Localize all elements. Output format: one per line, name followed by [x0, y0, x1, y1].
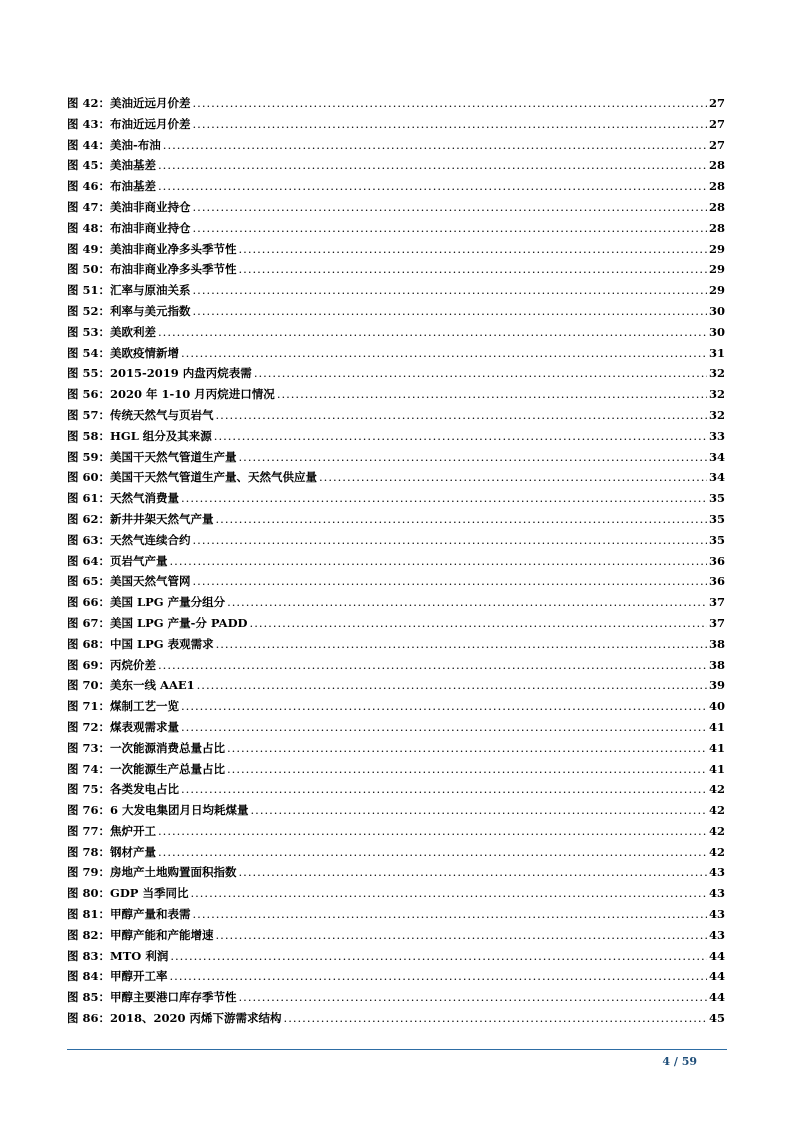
figure-label: 图 86：	[67, 1011, 111, 1026]
toc-entry[interactable]	[67, 844, 725, 865]
figure-page-number: 44	[708, 969, 725, 984]
figure-page-number: 36	[708, 553, 725, 568]
dot-leader	[250, 616, 707, 630]
figure-page-number: 32	[708, 387, 725, 402]
toc-entry[interactable]	[67, 719, 725, 740]
figure-page-number: 34	[708, 470, 725, 485]
dot-leader	[158, 325, 707, 339]
dot-leader	[193, 533, 707, 547]
figure-label: 图 43：	[67, 116, 111, 131]
figure-label: 图 62：	[67, 511, 111, 526]
figure-page-number: 37	[708, 595, 725, 610]
dot-leader	[158, 824, 707, 838]
dot-leader	[254, 366, 707, 380]
toc-entry[interactable]	[67, 802, 725, 823]
figure-label: 图 51：	[67, 283, 111, 298]
figure-label: 图 84：	[67, 969, 111, 984]
figure-page-number: 42	[708, 782, 725, 797]
toc-entry[interactable]	[67, 532, 725, 553]
figure-page-number: 35	[708, 511, 725, 526]
footer-divider	[67, 1049, 727, 1050]
figure-page-number: 35	[708, 532, 725, 547]
figure-label: 图 45：	[67, 158, 111, 173]
figure-label: 图 70：	[67, 678, 111, 693]
dot-leader	[227, 595, 707, 609]
figure-title: 房地产土地购置面积指数	[110, 865, 237, 880]
figure-title: 美东一线 AAE1	[110, 678, 195, 693]
figure-page-number: 36	[708, 574, 725, 589]
figure-title: 新井井架天然气产量	[110, 511, 214, 526]
dot-leader	[170, 969, 707, 983]
figure-title: 天然气连续合约	[110, 532, 191, 547]
figure-title: 6 大发电集团月日均耗煤量	[110, 803, 249, 818]
figure-label: 图 77：	[67, 823, 111, 838]
figure-title: 美油-布油	[110, 137, 161, 152]
figure-label: 图 75：	[67, 782, 111, 797]
figure-page-number: 32	[708, 407, 725, 422]
dot-leader	[181, 782, 707, 796]
toc-entry[interactable]	[67, 282, 725, 303]
toc-entry[interactable]	[67, 615, 725, 636]
dot-leader	[239, 242, 707, 256]
figure-label: 图 81：	[67, 907, 111, 922]
dot-leader	[181, 346, 707, 360]
toc-entry[interactable]	[67, 386, 725, 407]
figure-label: 图 60：	[67, 470, 111, 485]
figure-label: 图 76：	[67, 803, 111, 818]
figure-label: 图 69：	[67, 657, 111, 672]
toc-entry[interactable]	[67, 95, 725, 116]
dot-leader	[181, 491, 707, 505]
figure-title: 美国干天然气管道生产量	[110, 449, 237, 464]
toc-entry[interactable]	[67, 407, 725, 428]
toc-entry[interactable]	[67, 178, 725, 199]
figure-page-number: 30	[708, 303, 725, 318]
figure-label: 图 79：	[67, 865, 111, 880]
figure-page-number: 44	[708, 990, 725, 1005]
toc-entry[interactable]	[67, 199, 725, 220]
dot-leader	[170, 949, 707, 963]
dot-leader	[239, 990, 707, 1004]
figure-title: 甲醇产能和产能增速	[110, 927, 214, 942]
figure-title: 利率与美元指数	[110, 303, 191, 318]
figure-title: 2020 年 1-10 月丙烷进口情况	[110, 387, 275, 402]
figure-label: 图 48：	[67, 220, 111, 235]
figure-page-number: 44	[708, 948, 725, 963]
figure-label: 图 50：	[67, 262, 111, 277]
dot-leader	[181, 720, 707, 734]
figure-title: 汇率与原油关系	[110, 283, 191, 298]
toc-entry[interactable]	[67, 511, 725, 532]
figure-page-number: 42	[708, 803, 725, 818]
figure-page-number: 40	[708, 699, 725, 714]
dot-leader	[193, 117, 707, 131]
figure-title: 美国 LPG 产量分组分	[110, 595, 226, 610]
figure-title: HGL 组分及其来源	[110, 428, 212, 443]
figure-title: 美油近远月价差	[110, 96, 191, 110]
toc-entry[interactable]	[67, 594, 725, 615]
toc-entry[interactable]	[67, 927, 725, 948]
figure-label: 图 52：	[67, 303, 111, 318]
figure-label: 图 55：	[67, 366, 111, 381]
figure-page-number: 38	[708, 636, 725, 651]
figure-page-number: 27	[708, 96, 725, 110]
figure-page-number: 27	[708, 137, 725, 152]
figure-title: 美国干天然气管道生产量、天然气供应量	[110, 470, 318, 485]
toc-entry[interactable]	[67, 261, 725, 282]
toc-entry[interactable]	[67, 553, 725, 574]
figure-title: 美油基差	[110, 158, 157, 173]
toc-entry[interactable]	[67, 1010, 725, 1031]
toc-entry[interactable]	[67, 469, 725, 490]
figure-title: 天然气消费量	[110, 491, 180, 506]
figure-label: 图 42：	[67, 96, 111, 110]
dot-leader	[158, 158, 707, 172]
dot-leader	[216, 637, 707, 651]
toc-entry[interactable]	[67, 428, 725, 449]
dot-leader	[251, 803, 707, 817]
figure-page-number: 31	[708, 345, 725, 360]
figure-page-number: 29	[708, 262, 725, 277]
figure-label: 图 58：	[67, 428, 111, 443]
figure-page-number: 29	[708, 283, 725, 298]
figure-title: 甲醇主要港口库存季节性	[110, 990, 237, 1005]
toc-entry[interactable]	[67, 324, 725, 345]
figure-title: 2015-2019 内盘丙烷表需	[110, 366, 252, 381]
dot-leader	[170, 554, 707, 568]
dot-leader	[239, 262, 707, 276]
toc-entry[interactable]	[67, 365, 725, 386]
figure-page-number: 43	[708, 865, 725, 880]
figure-page-number: 43	[708, 927, 725, 942]
dot-leader	[193, 283, 707, 297]
figure-title: 钢材产量	[110, 844, 157, 859]
figure-label: 图 53：	[67, 324, 111, 339]
figure-label: 图 74：	[67, 761, 111, 776]
dot-leader	[158, 845, 707, 859]
dot-leader	[227, 762, 707, 776]
figure-title: 一次能源消费总量占比	[110, 740, 226, 755]
toc-entry[interactable]	[67, 740, 725, 761]
figure-label: 图 49：	[67, 241, 111, 256]
toc-entry[interactable]	[67, 968, 725, 989]
toc-entry[interactable]	[67, 906, 725, 927]
figure-label: 图 46：	[67, 179, 111, 194]
figure-title: GDP 当季同比	[110, 886, 189, 901]
figure-label: 图 83：	[67, 948, 111, 963]
figure-page-number: 43	[708, 907, 725, 922]
figure-title: 中国 LPG 表观需求	[110, 636, 214, 651]
toc-entry[interactable]	[67, 490, 725, 511]
figure-page-number: 34	[708, 449, 725, 464]
figure-label: 图 67：	[67, 615, 111, 630]
dot-leader	[193, 907, 707, 921]
dot-leader	[214, 429, 707, 443]
dot-leader	[216, 928, 707, 942]
dot-leader	[216, 408, 707, 422]
figure-title: 布油近远月价差	[110, 116, 191, 131]
dot-leader	[158, 179, 707, 193]
toc-entry[interactable]	[67, 823, 725, 844]
figure-page-number: 37	[708, 615, 725, 630]
figure-title: 美油非商业净多头季节性	[110, 241, 237, 256]
figure-label: 图 64：	[67, 553, 111, 568]
figure-page-number: 35	[708, 491, 725, 506]
toc-entry[interactable]	[67, 636, 725, 657]
figure-page-number: 38	[708, 657, 725, 672]
figure-page-number: 43	[708, 886, 725, 901]
figure-label: 图 73：	[67, 740, 111, 755]
figure-title: 丙烷价差	[110, 657, 157, 672]
dot-leader	[216, 512, 707, 526]
page-number: 4 / 59	[662, 1055, 697, 1068]
figure-label: 图 56：	[67, 387, 111, 402]
figure-label: 图 57：	[67, 407, 111, 422]
toc-entry[interactable]	[67, 677, 725, 698]
figure-page-number: 45	[708, 1011, 725, 1026]
figure-page-number: 28	[708, 158, 725, 173]
toc-entry[interactable]	[67, 761, 725, 782]
figure-page-number: 42	[708, 844, 725, 859]
figure-title: 2018、2020 丙烯下游需求结构	[110, 1011, 282, 1026]
toc-entry[interactable]	[67, 137, 725, 158]
dot-leader	[193, 221, 707, 235]
dot-leader	[193, 200, 707, 214]
figure-page-number: 29	[708, 241, 725, 256]
figure-title: 美国天然气管网	[110, 574, 191, 589]
figure-title: 页岩气产量	[110, 553, 168, 568]
figure-title: 甲醇开工率	[110, 969, 168, 984]
figure-page-number: 27	[708, 116, 725, 131]
dot-leader	[227, 741, 707, 755]
figure-page-number: 41	[708, 719, 725, 734]
dot-leader	[239, 865, 707, 879]
figure-title: MTO 利润	[110, 948, 169, 963]
figure-label: 图 65：	[67, 574, 111, 589]
figure-title: 美欧利差	[110, 324, 157, 339]
toc-entry[interactable]	[67, 449, 725, 470]
toc-entry[interactable]	[67, 157, 725, 178]
figure-label: 图 44：	[67, 137, 111, 152]
dot-leader	[163, 138, 707, 152]
figure-page-number: 30	[708, 324, 725, 339]
figure-label: 图 61：	[67, 491, 111, 506]
figure-label: 图 82：	[67, 927, 111, 942]
dot-leader	[158, 658, 707, 672]
figure-page-number: 41	[708, 761, 725, 776]
toc-entry[interactable]	[67, 220, 725, 241]
dot-leader	[193, 304, 707, 318]
figure-title: 美欧疫情新增	[110, 345, 180, 360]
figure-title: 布油非商业持仓	[110, 220, 191, 235]
dot-leader	[181, 699, 707, 713]
toc-entry[interactable]	[67, 885, 725, 906]
toc-entry[interactable]	[67, 698, 725, 719]
figure-label: 图 72：	[67, 719, 111, 734]
figure-label: 图 80：	[67, 886, 111, 901]
figure-label: 图 63：	[67, 532, 111, 547]
dot-leader	[193, 96, 707, 110]
table-of-figures	[67, 95, 725, 1031]
toc-entry[interactable]	[67, 303, 725, 324]
figure-page-number: 28	[708, 199, 725, 214]
figure-page-number: 28	[708, 179, 725, 194]
figure-label: 图 71：	[67, 699, 111, 714]
figure-title: 布油基差	[110, 179, 157, 194]
dot-leader	[319, 470, 707, 484]
dot-leader	[190, 886, 707, 900]
figure-page-number: 32	[708, 366, 725, 381]
dot-leader	[193, 574, 707, 588]
figure-label: 图 85：	[67, 990, 111, 1005]
figure-title: 一次能源生产总量占比	[110, 761, 226, 776]
toc-entry[interactable]	[67, 573, 725, 594]
figure-page-number: 39	[708, 678, 725, 693]
figure-label: 图 59：	[67, 449, 111, 464]
toc-entry[interactable]	[67, 345, 725, 366]
figure-label: 图 47：	[67, 199, 111, 214]
figure-title: 各类发电占比	[110, 782, 180, 797]
figure-page-number: 33	[708, 428, 725, 443]
figure-title: 布油非商业净多头季节性	[110, 262, 237, 277]
figure-title: 焦炉开工	[110, 823, 157, 838]
toc-entry[interactable]	[67, 989, 725, 1010]
figure-label: 图 78：	[67, 844, 111, 859]
figure-title: 甲醇产量和表需	[110, 907, 191, 922]
toc-entry[interactable]	[67, 864, 725, 885]
figure-label: 图 68：	[67, 636, 111, 651]
figure-page-number: 41	[708, 740, 725, 755]
dot-leader	[239, 450, 707, 464]
figure-label: 图 54：	[67, 345, 111, 360]
dot-leader	[197, 678, 707, 692]
figure-title: 美国 LPG 产量-分 PADD	[110, 615, 248, 630]
figure-title: 美油非商业持仓	[110, 199, 191, 214]
figure-page-number: 42	[708, 823, 725, 838]
figure-page-number: 28	[708, 220, 725, 235]
figure-title: 传统天然气与页岩气	[110, 407, 214, 422]
toc-entry[interactable]	[67, 241, 725, 262]
toc-entry[interactable]	[67, 948, 725, 969]
toc-entry[interactable]	[67, 781, 725, 802]
figure-title: 煤制工艺一览	[110, 699, 180, 714]
figure-title: 煤表观需求量	[110, 719, 180, 734]
dot-leader	[277, 387, 707, 401]
figure-label: 图 66：	[67, 595, 111, 610]
toc-entry[interactable]	[67, 116, 725, 137]
dot-leader	[284, 1011, 707, 1025]
toc-entry[interactable]	[67, 657, 725, 678]
